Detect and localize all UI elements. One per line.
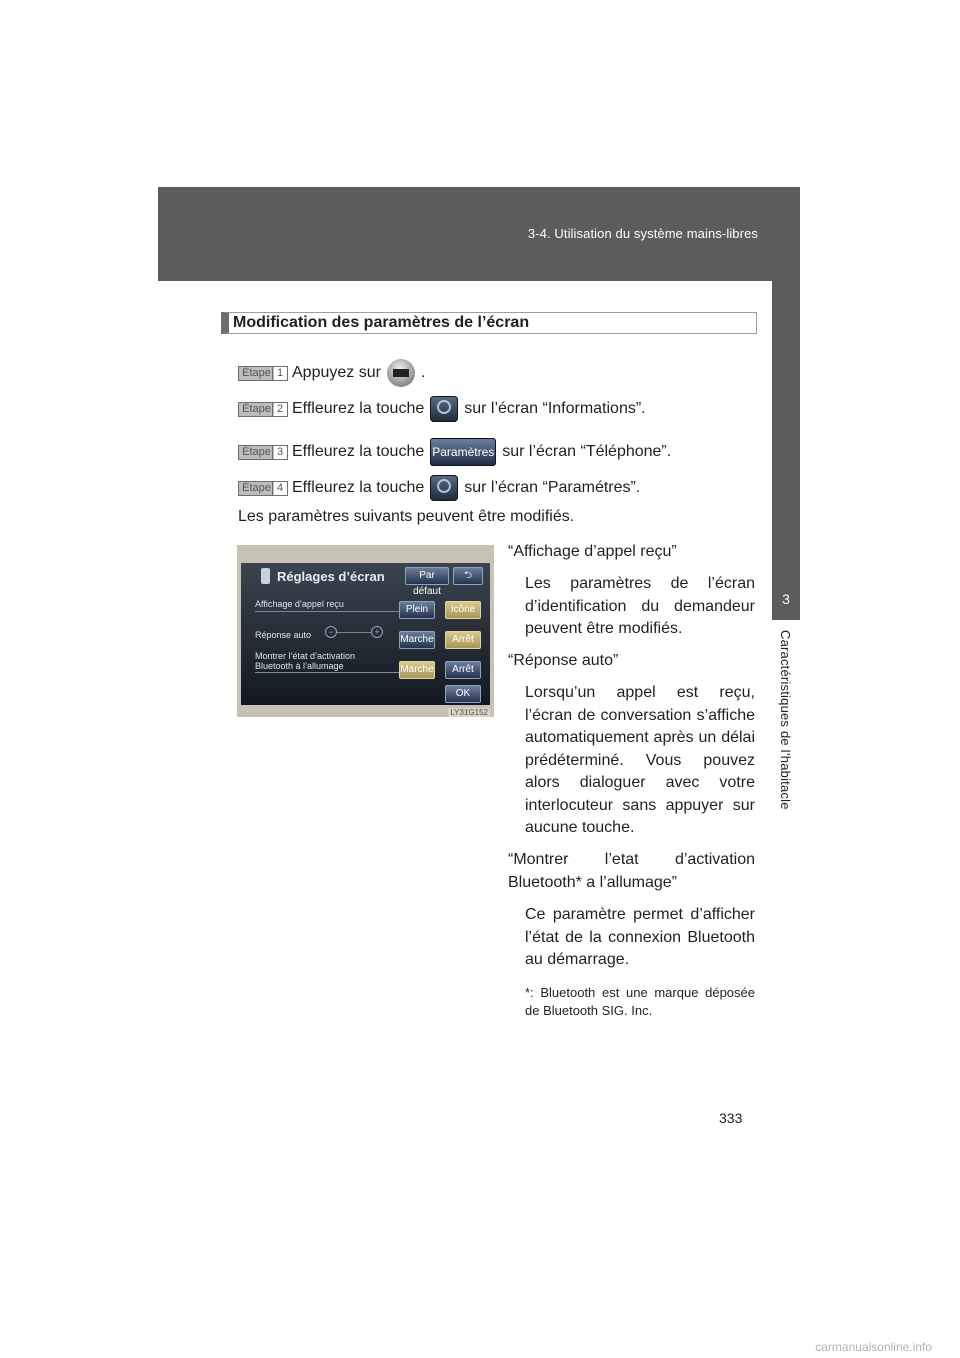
divider (255, 672, 401, 673)
step-label: Étape (239, 446, 274, 459)
step-badge (238, 402, 288, 417)
step-text-after: sur l’écran “Informations”. (464, 400, 646, 417)
step-text-after: sur l’écran “Paramétres”. (464, 479, 641, 496)
arret-button[interactable]: Arrêt (445, 631, 481, 649)
item-desc: Les paramètres de l’écran d’identification du demandeur peuvent être modifiés. (525, 575, 755, 637)
step-label: Étape (239, 403, 274, 416)
section-title: Modification des paramètres de l’écran (221, 312, 757, 334)
chapter-title: 3-4. Utilisation du système mains-libres (527, 226, 758, 241)
chapter-side-label: Caractéristiques de l’habitacle (778, 630, 793, 810)
step-number: 1 (272, 367, 287, 380)
row-label: Affichage d’appel reçu (255, 599, 344, 609)
step-2 (238, 396, 646, 422)
step-text: Effleurez la touche (292, 479, 425, 496)
minus-icon[interactable]: − (325, 626, 337, 638)
row-label-2: Bluetooth à l’allumage (255, 661, 344, 671)
plein-button[interactable]: Plein (399, 601, 435, 619)
ecran-button-icon (430, 475, 458, 501)
item-title: “Réponse auto” (508, 652, 619, 669)
step-label: Étape (239, 367, 274, 380)
default-button[interactable]: Par défaut (405, 567, 449, 585)
step-text: Effleurez la touche (292, 400, 425, 417)
page-number: 333 (719, 1110, 743, 1126)
parametres-button: Paramètres (430, 438, 496, 466)
divider (255, 611, 401, 612)
step-number: 3 (272, 446, 287, 459)
step-number: 2 (272, 403, 287, 416)
chapter-side-tab (772, 281, 800, 620)
arret-button[interactable]: Arrêt (445, 661, 481, 679)
footnote: *: Bluetooth est une marque déposée de Bluetooth SIG. Inc. (525, 985, 755, 1018)
step-text: Effleurez la touche (292, 443, 425, 460)
step-text-after: sur l’écran “Téléphone”. (502, 443, 672, 460)
chapter-number: 3 (782, 591, 790, 607)
step-badge (238, 366, 288, 381)
intro-text: Les paramètres suivants peuvent être modifiés. (238, 508, 575, 525)
step-number: 4 (272, 482, 287, 495)
marche-button[interactable]: Marche (399, 661, 435, 679)
screen-illustration (237, 545, 494, 717)
step-text-after: . (420, 364, 426, 381)
step-1 (238, 359, 425, 385)
item-title: “Montrer l’etat d’activation Bluetooth* a l’allumage” (508, 851, 755, 891)
watermark: carmanualsonline.info (815, 1340, 932, 1354)
item-desc: Lorsqu’un appel est reçu, l’écran de conversation s’affiche automatiquement après un délai prédéterminé. Vous pouvez alors dialoguer avec votre interlocuteur sans appuyer sur aucune touche. (525, 684, 755, 836)
step-3 (238, 438, 671, 464)
screen-title: Réglages d’écran (277, 569, 385, 584)
item-desc: Ce paramètre permet d’afficher l’état de la connexion Bluetooth au démarrage. (525, 906, 755, 968)
step-badge (238, 445, 288, 460)
telephone-button-icon (430, 396, 458, 422)
step-text: Appuyez sur (292, 364, 381, 381)
ok-button[interactable]: OK (445, 685, 481, 703)
marche-button[interactable]: Marche (399, 631, 435, 649)
step-4 (238, 475, 640, 501)
row-label: Montrer l’état d’activation (255, 651, 356, 661)
plus-icon[interactable]: + (371, 626, 383, 638)
icone-button[interactable]: Icône (445, 601, 481, 619)
row-label: Réponse auto (255, 630, 312, 640)
item-title: “Affichage d’appel reçu” (508, 543, 677, 560)
back-button[interactable]: ⮌ (453, 567, 483, 585)
info-button-icon (387, 359, 415, 387)
divider (337, 632, 371, 633)
step-label: Étape (239, 482, 274, 495)
figure-code: LY31G152 (450, 708, 488, 717)
step-badge (238, 481, 288, 496)
phone-icon (261, 568, 270, 584)
chapter-header (158, 187, 800, 281)
